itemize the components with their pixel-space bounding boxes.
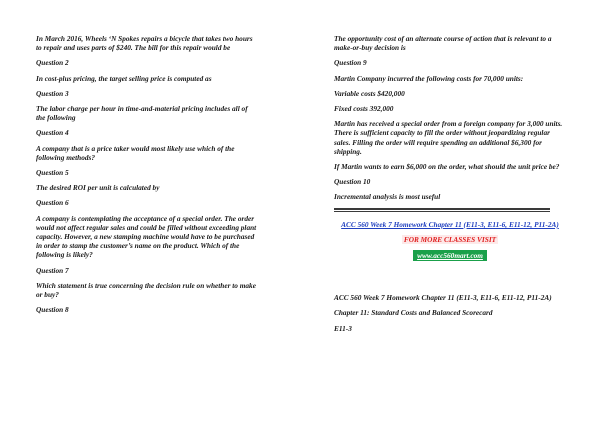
more-classes-banner: FOR MORE CLASSES VISIT [403,234,497,244]
question-7-heading: Question 7 [36,265,69,275]
right-column [334,34,566,339]
variable-costs: Variable costs $420,000 [334,88,405,98]
question-8-text: The opportunity cost of an alternate course of action that is relevant to a make-or-buy decision is [334,34,552,53]
question-4-text: A company that is a price taker would most likely use which of the following methods? [36,143,235,162]
homework-link-wrap [334,220,566,229]
question-9-heading: Question 9 [334,58,367,68]
spacer [334,267,566,293]
question-3-text: The labor charge per hour in time-and-material pricing includes all of the following [36,104,248,123]
homework-title: ACC 560 Week 7 Homework Chapter 11 (E11-3, E11-6, E11-12, P11-2A) [334,293,552,303]
question-8-heading: Question 8 [36,305,69,315]
homework-link[interactable]: ACC 560 Week 7 Homework Chapter 11 (E11-3, E11-6, E11-12, P11-2A) [341,219,559,229]
question-6-heading: Question 6 [36,198,69,208]
question-2-text: In cost-plus pricing, the target selling price is computed as [36,73,212,83]
special-order-text: Martin has received a special order from a foreign company for 3,000 units. There is sufficient capacity to fill the order without jeopardizing regular sales. Filling the order will require spending an additional $6,300 for shipping. [334,119,563,156]
question-5-text: The desired ROI per unit is calculated by [36,183,160,193]
unit-price-question: If Martin wants to earn $6,000 on the order, what should the unit price be? [334,162,560,172]
question-2-heading: Question 2 [36,58,69,68]
more-classes-wrap [334,235,566,244]
question-9-text: Martin Company incurred the following costs for 70,000 units: [334,73,524,83]
question-7-text: Which statement is true concerning the decision rule on whether to make or buy? [36,280,256,300]
chapter-title: Chapter 11: Standard Costs and Balanced Scorecard [334,308,493,318]
fixed-costs: Fixed costs 392,000 [334,104,394,114]
question-4-heading: Question 4 [36,128,69,138]
question-3-heading: Question 3 [36,88,69,98]
site-link[interactable]: www.acc560mart.com [413,250,487,261]
question-5-heading: Question 5 [36,168,69,178]
question-1-text: In March 2016, Wheels ‘N Spokes repairs a bicycle that takes two hours to repair and uses parts of $240. The bill for this repair would be [36,34,253,53]
question-6-text: A company is contemplating the acceptance of a special order. The order would not affect regular sales and could be filled without exceeding plant capacity. However, a new stamping machine would have to be purchased in order to stamp the customer’s name on the product. Which of the following is likely? [36,213,257,260]
question-10-text: Incremental analysis is most useful [334,192,441,202]
question-10-heading: Question 10 [334,177,371,187]
section-divider [334,208,550,212]
site-link-wrap [334,250,566,261]
left-column [36,34,258,320]
exercise-label: E11-3 [334,323,352,333]
